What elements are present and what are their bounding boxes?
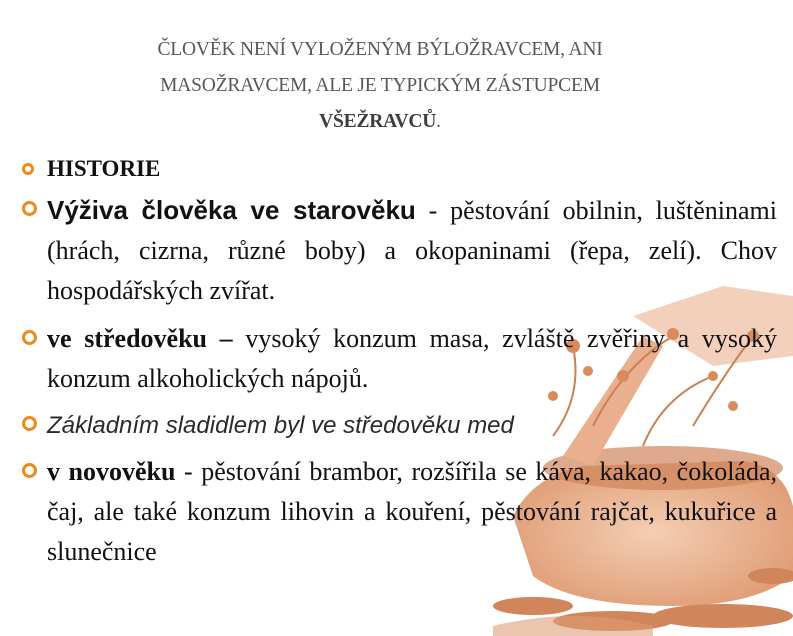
list-item-stredovek: ve středověku – vysoký konzum masa, zvláště zvěřiny a vysoký konzum alkoholických nápojů. <box>22 319 777 399</box>
list-item-historie: HISTORIE <box>22 150 777 188</box>
bullet-circle-icon <box>22 201 37 216</box>
bullet-list <box>22 150 777 572</box>
bullet-circle-icon <box>22 330 37 345</box>
title-emphasis: VŠEŽRAVCŮ <box>319 111 437 132</box>
slide-title <box>70 32 690 140</box>
title-line-3: VŠEŽRAVCŮ. <box>319 111 441 132</box>
list-item-sladidlo: Základním sladidlem byl ve středověku med <box>22 405 777 446</box>
title-line-1: ČLOVĚK NENÍ VYLOŽENÝM BÝLOŽRAVCEM, ANI <box>157 39 603 60</box>
title-line-2: MASOŽRAVCEM, ALE JE TYPICKÝM ZÁSTUPCEM <box>160 75 600 96</box>
bullet-circle-icon <box>22 416 37 431</box>
list-item-starovek: Výživa člověka ve starověku - pěstování obilnin, luštěninami (hrách, cizrna, různé boby) a okopaninami (řepa, zelí). Chov hospodářských zvířat. <box>22 190 777 311</box>
list-item-novovek: v novověku - pěstování brambor, rozšířila se káva, kakao, čokoláda, čaj, ale také konzum lihovin a kouření, pěstování rajčat, kukuřice a slunečnice <box>22 452 777 572</box>
bullet-circle-icon <box>22 163 34 175</box>
bullet-circle-icon <box>22 463 37 478</box>
